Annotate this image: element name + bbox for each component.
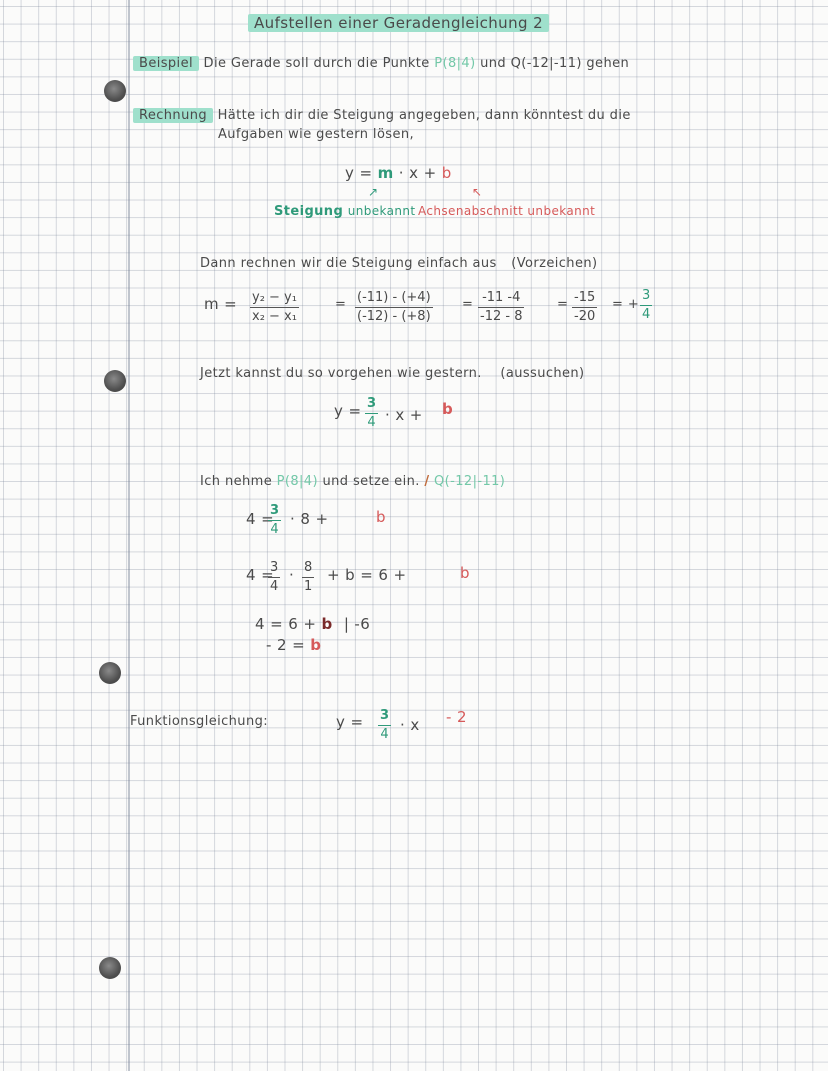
fraction-numerator: -15	[574, 290, 596, 305]
equals-sign: =	[557, 297, 569, 312]
eq-rest: + b = 6 +	[327, 566, 407, 584]
fraction-numerator: 3	[367, 396, 377, 411]
fraction-denominator: 4	[642, 307, 651, 323]
eq-y: y =	[345, 164, 373, 182]
slope-step-text	[200, 256, 597, 271]
calculation-line-1	[133, 108, 631, 123]
substituted-fraction	[355, 290, 433, 326]
example-and: und	[480, 56, 507, 71]
insert-text-a: Ich nehme	[200, 474, 273, 489]
margin-line	[128, 0, 130, 1071]
point-p: P(8|4)	[276, 474, 318, 489]
eq-left: - 2 =	[266, 636, 306, 654]
equals-sign: =	[335, 297, 347, 312]
next-step-sentence: Jetzt kannst du so vorgehen wie gestern.	[200, 366, 482, 381]
eq-operation: | -6	[343, 615, 371, 633]
insert-text-b: und setze ein.	[322, 474, 420, 489]
slope-value-fraction	[640, 288, 652, 324]
intercept-label: Achsenabschnitt unbekannt	[418, 204, 596, 218]
eq-x: · x +	[398, 164, 437, 182]
example-label: Beispiel	[133, 56, 199, 71]
intercept-annotation	[418, 204, 595, 218]
eq-rest: · 8 +	[290, 510, 329, 528]
point-q: Q(-12|-11)	[434, 474, 506, 489]
fraction-denominator: -12 - 8	[480, 309, 523, 325]
fraction-denominator: -20	[574, 309, 596, 325]
eq-b: b	[376, 508, 386, 526]
fraction-denominator: 4	[270, 522, 279, 538]
punch-hole	[99, 662, 121, 684]
slope-fraction	[268, 503, 281, 539]
slope-fraction	[365, 396, 378, 432]
slope-formula-fraction	[250, 290, 299, 326]
fraction-a	[268, 560, 280, 596]
m-label: m =	[204, 295, 238, 313]
fraction-numerator: y₂ − y₁	[252, 290, 297, 305]
fraction-denominator: 1	[304, 579, 313, 595]
next-step-note: (aussuchen)	[500, 366, 585, 381]
fraction-numerator: 8	[304, 560, 313, 575]
punch-hole	[104, 370, 126, 392]
slope-step-sentence: Dann rechnen wir die Steigung einfach aus	[200, 256, 497, 271]
example-end: gehen	[586, 56, 630, 71]
fraction-denominator: (-12) - (+8)	[357, 309, 431, 325]
simplified-fraction	[478, 290, 524, 326]
eq-x: · x	[400, 716, 420, 734]
calculation-text-1: Hätte ich dir die Steigung angegeben, dann könntest du die	[217, 108, 631, 123]
equals-sign: =	[462, 297, 474, 312]
fraction-denominator: x₂ − x₁	[252, 309, 297, 325]
eq-b: b	[310, 636, 322, 654]
fraction-numerator: 3	[270, 503, 280, 518]
eq-b: b	[460, 564, 470, 582]
fraction-denominator: 4	[270, 579, 279, 595]
eq-line-4	[266, 636, 321, 654]
title-text: Aufstellen einer Geradengleichung 2	[248, 14, 549, 32]
fraction-numerator: -11 -4	[482, 290, 521, 305]
eq-line-3	[255, 615, 370, 633]
fraction-numerator: 3	[380, 708, 390, 723]
calculation-line-2	[218, 127, 414, 142]
eq-left: 4 =	[246, 566, 275, 584]
eq-y: y =	[334, 402, 362, 420]
insert-step-text	[200, 474, 505, 489]
punch-hole	[99, 957, 121, 979]
slope-fraction	[378, 708, 391, 744]
eq-y: y =	[336, 713, 364, 731]
point-p: P(8|4)	[434, 56, 476, 71]
fraction-numerator: 3	[270, 560, 279, 575]
result-fraction	[572, 290, 597, 326]
eq-m: m	[377, 164, 394, 182]
separator: /	[424, 474, 430, 489]
eq-b: - 2	[446, 708, 467, 726]
slope-label: Steigung	[274, 204, 344, 219]
eq-left: 4 = 6 +	[255, 615, 317, 633]
calculation-label: Rechnung	[133, 108, 213, 123]
calculation-text-2: Aufgaben wie gestern lösen,	[218, 127, 415, 142]
eq-b: b	[321, 615, 333, 633]
general-equation	[345, 164, 452, 182]
next-step-text	[200, 366, 585, 381]
fraction-denominator: 4	[367, 415, 376, 431]
intercept-arrow: ↖	[472, 185, 483, 199]
fraction-numerator: (-11) - (+4)	[357, 290, 431, 305]
eq-x: · x +	[385, 406, 423, 424]
slope-step-note: (Vorzeichen)	[511, 256, 598, 271]
slope-sign: = +	[612, 297, 640, 312]
slope-annotation	[274, 204, 416, 219]
slope-status: unbekannt	[347, 204, 416, 218]
eq-left: 4 =	[246, 510, 275, 528]
fraction-numerator: 3	[642, 288, 651, 303]
fraction-denominator: 4	[380, 727, 389, 743]
example-line	[133, 56, 629, 71]
example-text: Die Gerade soll durch die Punkte	[203, 56, 430, 71]
eq-b: b	[442, 400, 454, 418]
fraction-b	[302, 560, 314, 596]
slope-arrow: ↗	[368, 185, 379, 199]
punch-hole	[104, 80, 126, 102]
point-q: Q(-12|-11)	[510, 56, 582, 71]
multiply-dot: ·	[289, 566, 295, 584]
page-title	[248, 14, 549, 32]
eq-b: b	[441, 164, 452, 182]
result-label: Funktionsgleichung:	[130, 714, 269, 729]
